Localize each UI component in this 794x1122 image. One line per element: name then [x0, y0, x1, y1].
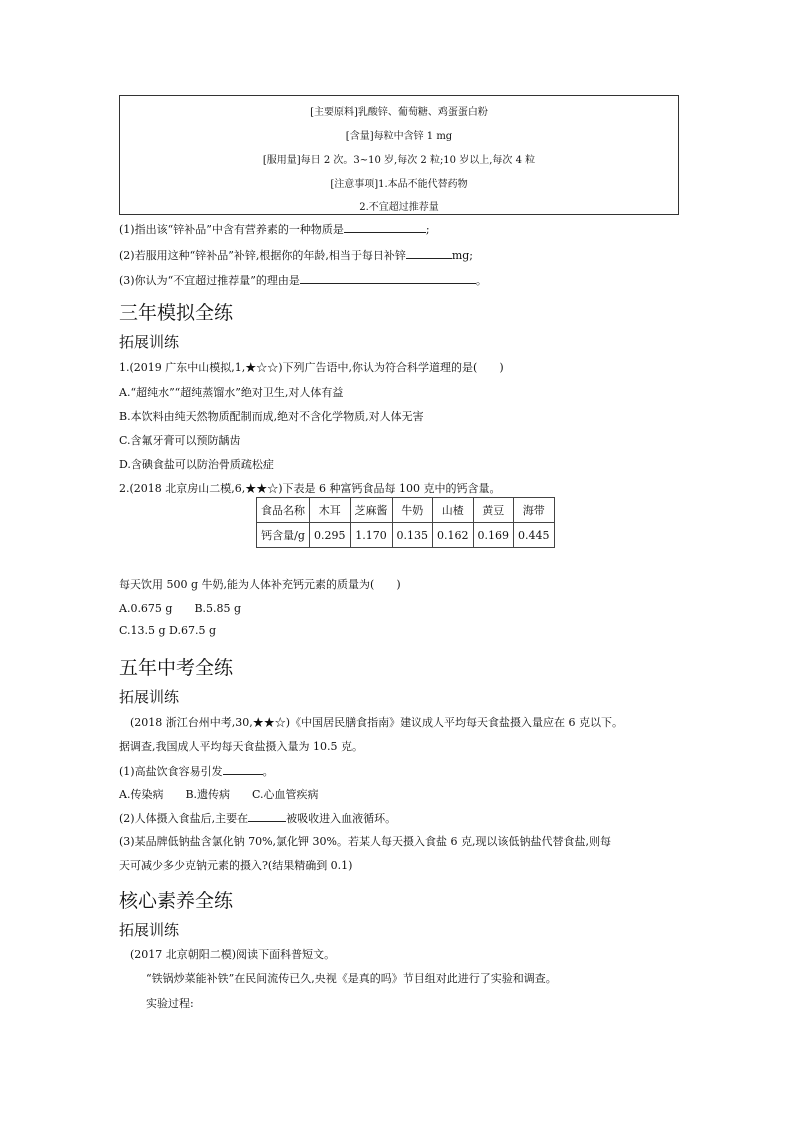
calcium-table [256, 497, 555, 548]
part-1: (1)高盐饮食容易引发 。 [119, 762, 274, 779]
answer-blank[interactable] [223, 762, 263, 775]
section-subtitle: 拓展训练 [119, 921, 180, 939]
options-line-2: C.13.5 g D.67.5 g [119, 624, 217, 637]
table-header-row [257, 498, 555, 523]
experiment-label: 实验过程: [146, 997, 194, 1010]
table-cell: 黄豆 [473, 498, 514, 523]
section-title: 核心素养全练 [119, 890, 234, 912]
table-cell: 0.445 [514, 523, 555, 548]
table-row [257, 523, 555, 548]
table-cell: 0.162 [433, 523, 474, 548]
label-content: [含量]每粒中含锌 1 mg [345, 131, 453, 142]
part-3: (3)某品牌低钠盐含氯化钠 70%,氯化钾 30%。若某人每天摄入食盐 6 克,现以该低钠盐代替食盐,则每 [119, 835, 611, 848]
table-cell: 山楂 [433, 498, 474, 523]
part-3-cont: 天可减少多少克钠元素的摄入?(结果精确到 0.1) [119, 859, 353, 872]
label-notes: [注意事项]1.本品不能代替药物 [330, 179, 468, 190]
answer-blank[interactable] [300, 271, 476, 284]
label-ingredients: [主要原料]乳酸锌、葡萄糖、鸡蛋蛋白粉 [310, 107, 488, 118]
table-cell: 1.170 [350, 523, 392, 548]
section-subtitle: 拓展训练 [119, 688, 180, 706]
table-cell: 0.135 [392, 523, 433, 548]
table-cell: 芝麻酱 [350, 498, 392, 523]
question-stem: 1.(2019 广东中山模拟,1,★☆☆)下列广告语中,你认为符合科学道理的是( ) [119, 361, 504, 374]
option-d: D.含碘食盐可以防治骨质疏松症 [119, 458, 274, 471]
section-title: 五年中考全练 [119, 657, 234, 679]
table-cell: 海带 [514, 498, 555, 523]
section-title: 三年模拟全练 [119, 302, 234, 324]
table-cell: 食品名称 [257, 498, 310, 523]
label-notes-2: 2.不宜超过推荐量 [359, 202, 439, 213]
part-1-options: A.传染病 B.遗传病 C.心血管疾病 [119, 788, 319, 801]
question-stem: (2018 浙江台州中考,30,★★☆)《中国居民膳食指南》建议成人平均每天食盐摄入量应在 6 克以下。 [130, 716, 624, 729]
table-cell: 牛奶 [392, 498, 433, 523]
question-stem-cont: 据调查,我国成人平均每天食盐摄入量为 10.5 克。 [119, 740, 363, 753]
zinc-question-3: (3)你认为“不宜超过推荐量”的理由是 。 [119, 271, 487, 288]
zinc-question-2: (2)若服用这种“锌补品”补锌,根据你的年龄,相当于每日补锌 mg; [119, 246, 473, 263]
section-subtitle: 拓展训练 [119, 333, 180, 351]
answer-blank[interactable] [344, 220, 426, 233]
zinc-question-1: (1)指出该“锌补品”中含有营养素的一种物质是 ; [119, 220, 430, 237]
reading-paragraph: “铁锅炒菜能补铁”在民间流传已久,央视《是真的吗》节目组对此进行了实验和调查。 [146, 972, 557, 985]
option-c: C.含氟牙膏可以预防龋齿 [119, 434, 241, 447]
table-cell: 0.295 [310, 523, 351, 548]
question-stem-2: 2.(2018 北京房山二模,6,★★☆)下表是 6 种富钙食品每 100 克中的钙含量。 [119, 482, 501, 495]
option-b: B.本饮料由纯天然物质配制而成,绝对不含化学物质,对人体无害 [119, 410, 424, 423]
reading-intro: (2017 北京朝阳二模)阅读下面科普短文。 [130, 948, 336, 961]
answer-blank[interactable] [406, 246, 452, 259]
options-line-1: A.0.675 g B.5.85 g [119, 602, 242, 615]
option-a: A.“超纯水”“超纯蒸馏水”绝对卫生,对人体有益 [119, 386, 344, 399]
table-cell: 钙含量/g [257, 523, 310, 548]
answer-blank[interactable] [248, 809, 286, 822]
product-label-box [119, 95, 679, 215]
table-cell: 木耳 [310, 498, 351, 523]
part-2: (2)人体摄入食盐后,主要在 被吸收进入血液循环。 [119, 809, 396, 826]
label-dosage: [服用量]每日 2 次。3~10 岁,每次 2 粒;10 岁以上,每次 4 粒 [262, 155, 536, 166]
table-cell: 0.169 [473, 523, 514, 548]
question-text: 每天饮用 500 g 牛奶,能为人体补充钙元素的质量为( ) [119, 578, 401, 591]
